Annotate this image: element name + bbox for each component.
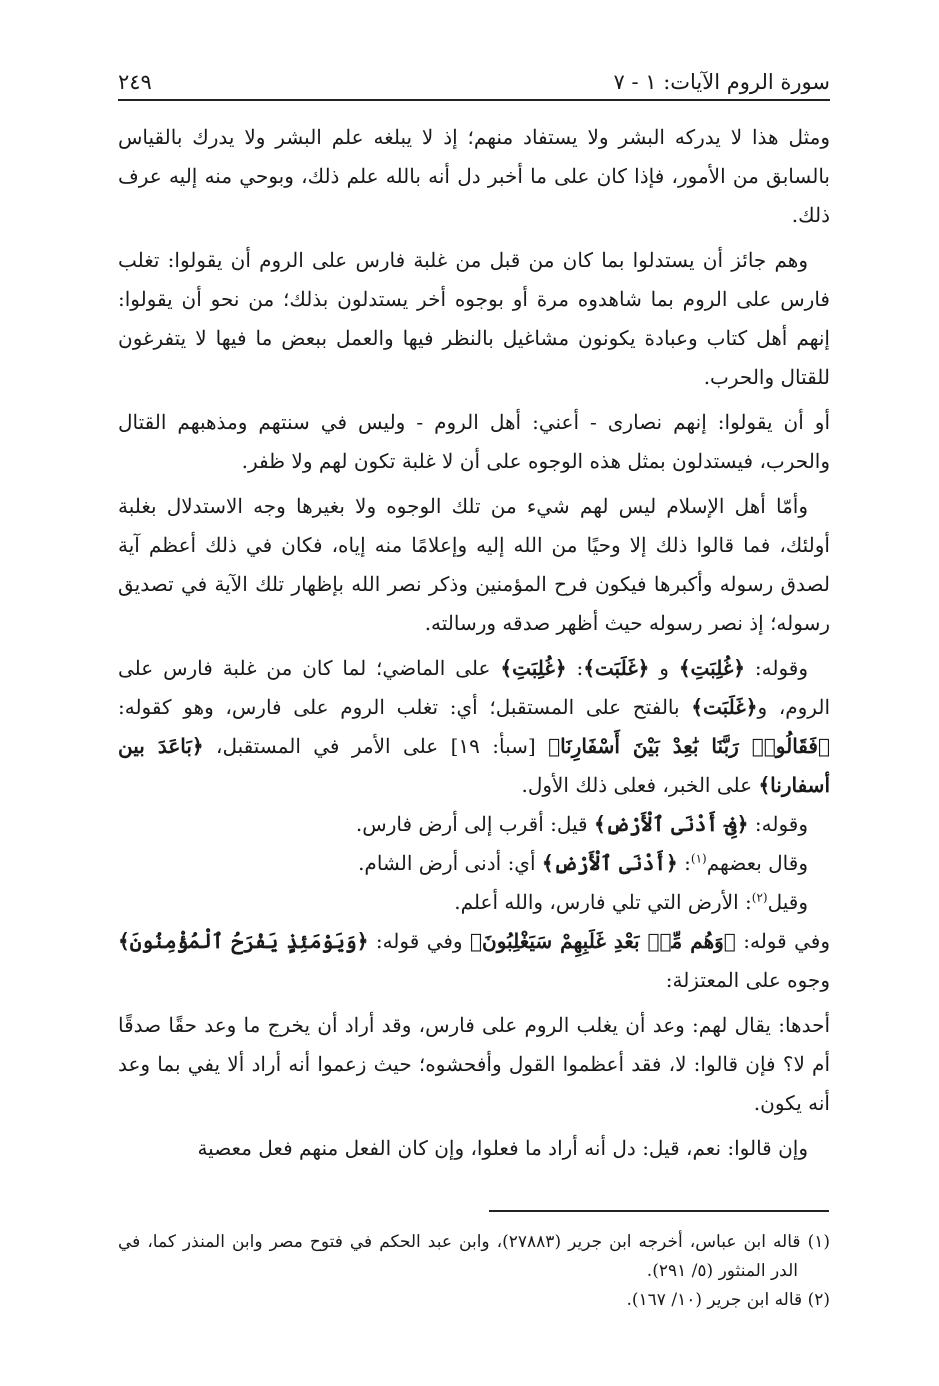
text-run: و <box>649 656 679 680</box>
text-run: وفي قوله: <box>368 929 471 953</box>
paragraph <box>118 883 830 922</box>
quran-quote: ﴿وَيَوْمَئِذٍ يَفْرَحُ ٱلْمُؤْمِنُونَ﴾ <box>118 929 369 953</box>
paragraph <box>118 922 830 1000</box>
quran-quote: ﴿غُلِبَتِ﴾ <box>500 656 567 680</box>
quran-quote: ﴿فَقَالُوا۟ رَبَّنَا بَٰعِدْ بَيْنَ أَسْفَارِنَا﴾ <box>548 734 830 758</box>
text-run: بالفتح على المستقبل؛ أي: تغلب الروم على فارس، وهو كقوله: <box>118 695 692 719</box>
text-run: أي: أدنى أرض الشام. <box>358 851 542 875</box>
paragraph: أحدها: يقال لهم: وعد أن يغلب الروم على فارس، وقد أراد أن يخرج ما وعد حقًا صدقًا أم لا؟ فإن قالوا: لا، فقد أعظموا القول وأفحشوه؛ حيث زعموا أنه أراد ألا يفي بما وعد أنه يكون. <box>118 1013 830 1115</box>
page-number: ٢٤٩ <box>118 70 152 94</box>
paragraph: وهم جائز أن يستدلوا بما كان من قبل من غلبة فارس على الروم أن يقولوا: تغلب فارس على الروم بما شاهدوه مرة أو بوجوه أخر يستدلون بذلك؛ من نحو أن يقولوا: إنهم أهل كتاب وعبادة يكونون مشاغيل بالنظر فيها والعمل ببعض ما فيها لا يتفرغون للقتال والحرب. <box>118 248 830 389</box>
text-run: وقال بعضهم <box>706 851 808 875</box>
footnote-ref[interactable]: (١) <box>690 851 707 866</box>
footnote: (١) قاله ابن عباس، أخرجه ابن جرير (٢٧٨٨٣)، وابن عبد الحكم في فتوح مصر وابن المنذر كما، في الدر المنثور (٥/ ٢٩١). <box>118 1232 830 1281</box>
text-run: : الأرض التي تلي فارس، والله أعلم. <box>454 890 752 914</box>
paragraph <box>118 649 830 805</box>
paragraph: وإن قالوا: نعم، قيل: دل أنه أراد ما فعلوا، وإن كان الفعل منهم فعل معصية <box>197 1136 808 1160</box>
text-run: وقيل <box>767 890 808 914</box>
paragraph <box>118 844 830 883</box>
text-run: وقوله: <box>748 812 808 836</box>
quran-quote: ﴿أَدْنَى ٱلْأَرْضِ﴾ <box>541 851 678 875</box>
footnotes <box>118 1228 830 1315</box>
footnote-divider <box>489 1210 829 1212</box>
quran-quote: ﴿وَهُم مِّنۢ بَعْدِ غَلَبِهِمْ سَيَغْلِبُونَ﴾ <box>470 929 736 953</box>
quran-quote: ﴿غَلَبَت﴾ <box>583 656 650 680</box>
text-run: [سبأ: ١٩] على الأمر في المستقبل، <box>203 734 549 758</box>
paragraph: ومثل هذا لا يدركه البشر ولا يستفاد منهم؛ إذ لا يبلغه علم البشر ولا يدرك بالقياس بالسابق من الأمور، فإذا كان على ما أخبر دل أنه بالله علم ذلك، وبوحي منه إليه عرف ذلك. <box>118 125 830 227</box>
paragraph: أو أن يقولوا: إنهم نصارى - أعني: أهل الروم - وليس في سنتهم ومذهبهم القتال والحرب، فيستدلون بمثل هذه الوجوه على أن لا غلبة تكون لهم ولا ظفر. <box>118 410 831 473</box>
main-text <box>118 118 830 1168</box>
text-run: : <box>566 656 584 680</box>
text-run: وقوله: <box>745 656 808 680</box>
text-run: : <box>677 851 691 875</box>
running-title: سورة الروم الآيات: ١ - ٧ <box>613 70 830 94</box>
paragraph: وأمّا أهل الإسلام ليس لهم شيء من تلك الوجوه ولا بغيرها وجه الاستدلال بغلبة أولئك، فما قالوا ذلك إلا وحيًا من الله إليه وإعلامًا منه إياه، فكان في ذلك أعظم آية لصدق رسوله وأكبرها فيكون فرح المؤمنين وذكر نصر الله بإظهار تلك الآية في تصديق رسوله؛ إذ نصر رسوله حيث أظهر صدقه ورسالته. <box>118 494 830 635</box>
header-divider <box>118 99 830 101</box>
text-run: وجوه على المعتزلة: <box>665 968 830 992</box>
text-run: وفي قوله: <box>735 929 830 953</box>
quran-quote: ﴿فِىٓ أَدْنَى ٱلْأَرْضِ﴾ <box>593 812 749 836</box>
quran-quote: ﴿غُلِبَتِ﴾ <box>678 656 746 680</box>
paragraph <box>118 805 830 844</box>
footnote-ref[interactable]: (٢) <box>751 890 768 905</box>
footnote: (٢) قاله ابن جرير (١٠/ ١٦٧). <box>626 1290 830 1310</box>
quran-quote: ﴿غَلَبَت﴾ <box>691 695 758 719</box>
text-run: على الخبر، فعلى ذلك الأول. <box>521 773 759 797</box>
text-run: قيل: أقرب إلى أرض فارس. <box>355 812 594 836</box>
quran-quote: ﴿بَاعَدَ بين أسفارنا﴾ <box>118 734 830 797</box>
text-run: على الماضي؛ لما كان من غلبة فارس على الروم، و <box>118 656 830 719</box>
page-header <box>118 56 830 94</box>
